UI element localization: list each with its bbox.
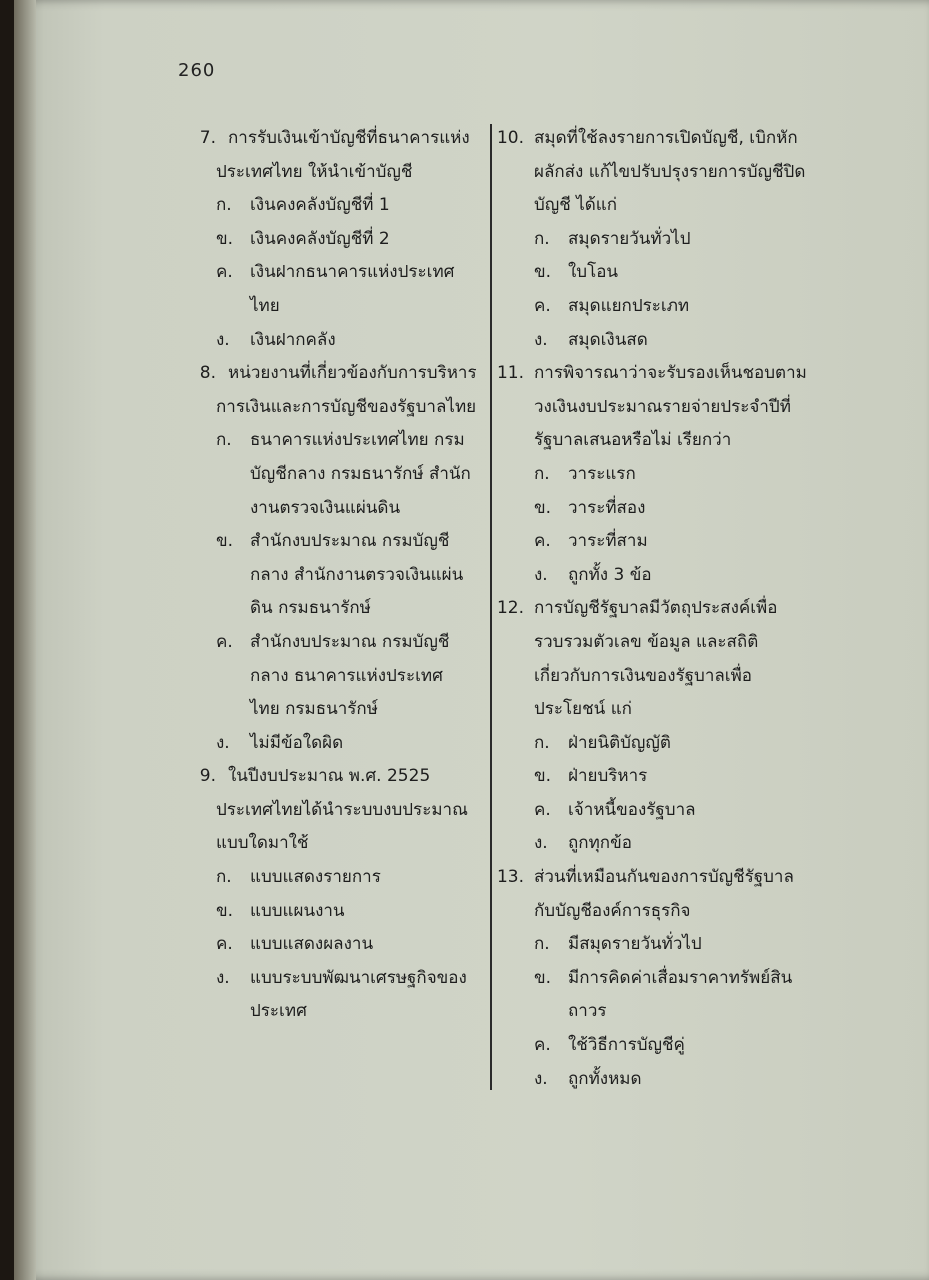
option-text: กลาง ธนาคารแห่งประเทศ: [250, 665, 443, 686]
option-text: สำนักงบประมาณ กรมบัญชี: [250, 631, 450, 652]
option-text: วาระแรก: [568, 463, 636, 484]
option-text: บัญชีกลาง กรมธนารักษ์ สำนัก: [250, 463, 471, 484]
question-10: [488, 122, 848, 357]
question-text: หน่วยงานที่เกี่ยวข้องกับการบริหาร: [228, 363, 477, 384]
answer-option: [186, 525, 486, 559]
answer-option: [488, 223, 848, 257]
option-label: ข.: [216, 228, 234, 249]
question-text: การพิจารณาว่าจะรับรองเห็นชอบตาม: [534, 363, 807, 384]
question-number: 11.: [496, 363, 524, 384]
option-label: ก.: [534, 228, 550, 249]
answer-option: [186, 256, 486, 290]
question-text: ในปีงบประมาณ พ.ศ. 2525: [228, 766, 431, 787]
option-label: ก.: [534, 934, 550, 955]
question-line: [488, 861, 848, 895]
question-12: [488, 592, 848, 861]
option-label: ง.: [216, 329, 230, 350]
option-label: ก.: [216, 195, 232, 216]
option-text: ใบโอน: [568, 262, 619, 283]
question-line: [186, 122, 486, 156]
answer-option: [488, 256, 848, 290]
answer-option: [186, 189, 486, 223]
option-label: ค.: [534, 799, 551, 820]
question-text: แบบใดมาใช้: [216, 833, 309, 854]
option-text: มีการคิดค่าเสื่อมราคาทรัพย์สิน: [568, 967, 793, 988]
option-text: แบบระบบพัฒนาเศรษฐกิจของ: [250, 967, 467, 988]
option-label: ง.: [534, 833, 548, 854]
question-text: ประเทศไทยได้นำระบบงบประมาณ: [216, 799, 468, 820]
question-number: 13.: [496, 867, 524, 888]
question-text: การบัญชีรัฐบาลมีวัตถุประสงค์เพื่อ: [534, 598, 778, 619]
option-text: สมุดรายวันทั่วไป: [568, 228, 691, 249]
answer-option: [186, 895, 486, 929]
answer-option: [488, 760, 848, 794]
option-text: แบบแสดงผลงาน: [250, 934, 374, 955]
option-text: สมุดแยกประเภท: [568, 295, 690, 316]
option-text: สมุดเงินสด: [568, 329, 648, 350]
option-text: แบบแสดงรายการ: [250, 867, 381, 888]
left-column: [186, 122, 486, 1029]
option-label: ง.: [534, 1068, 548, 1089]
question-number: 9.: [199, 766, 216, 787]
option-text: งานตรวจเงินแผ่นดิน: [250, 497, 401, 518]
option-label: ก.: [534, 463, 550, 484]
question-number: 12.: [496, 598, 524, 619]
answer-option: [488, 794, 848, 828]
answer-option: [488, 458, 848, 492]
option-label: ก.: [216, 430, 232, 451]
answer-option: [186, 324, 486, 358]
answer-option: [186, 223, 486, 257]
question-9: [186, 760, 486, 1029]
option-text: แบบแผนงาน: [250, 900, 345, 921]
option-label: ค.: [534, 531, 551, 552]
option-label: ค.: [216, 631, 233, 652]
page-number: 260: [178, 60, 216, 81]
question-line: [488, 122, 848, 156]
question-text: เกี่ยวกับการเงินของรัฐบาลเพื่อ: [534, 665, 753, 686]
option-text: วาระที่สอง: [568, 497, 646, 518]
question-number: 10.: [496, 128, 524, 148]
option-text: ถาวร: [568, 1001, 607, 1022]
question-text: ประเทศไทย ให้นำเข้าบัญชี: [216, 161, 413, 182]
answer-option: [488, 525, 848, 559]
answer-option: [186, 626, 486, 660]
question-text: ผลักส่ง แก้ไขปรับปรุงรายการบัญชีปิด: [534, 161, 806, 182]
option-text: ธนาคารแห่งประเทศไทย กรม: [250, 430, 465, 451]
question-text: สมุดที่ใช้ลงรายการเปิดบัญชี, เบิกหัก: [534, 128, 798, 148]
question-line: [186, 760, 486, 794]
question-8: [186, 357, 486, 760]
answer-option: [488, 928, 848, 962]
question-11: [488, 357, 848, 592]
answer-option: [488, 1029, 848, 1063]
question-text: ประโยชน์ แก่: [534, 699, 632, 720]
option-label: ข.: [534, 967, 552, 988]
answer-option: [488, 559, 848, 593]
question-text: รวบรวมตัวเลข ข้อมูล และสถิติ: [534, 631, 759, 652]
option-text: วาระที่สาม: [568, 531, 648, 552]
option-label: ข.: [216, 531, 234, 552]
option-text: ถูกทั้งหมด: [568, 1068, 642, 1089]
option-text: เงินฝากคลัง: [250, 329, 336, 350]
answer-option: [488, 727, 848, 761]
question-text: รัฐบาลเสนอหรือไม่ เรียกว่า: [534, 430, 732, 451]
option-label: ค.: [534, 295, 551, 316]
option-label: ข.: [534, 766, 552, 787]
answer-option: [186, 962, 486, 996]
answer-option: [186, 727, 486, 761]
question-text: กับบัญชีองค์การธุรกิจ: [534, 900, 691, 921]
question-13: [488, 861, 848, 1096]
question-line: [488, 357, 848, 391]
option-text: กลาง สำนักงานตรวจเงินแผ่น: [250, 564, 464, 585]
option-label: ก.: [534, 732, 550, 753]
question-text: วงเงินงบประมาณรายจ่ายประจำปีที่: [534, 396, 791, 417]
answer-option: [488, 324, 848, 358]
question-text: การเงินและการบัญชีของรัฐบาลไทย: [216, 396, 477, 417]
option-label: ข.: [534, 262, 552, 283]
option-label: ค.: [216, 934, 233, 955]
answer-option: [488, 1063, 848, 1097]
answer-option: [488, 492, 848, 526]
question-7: [186, 122, 486, 357]
option-text: ดิน กรมธนารักษ์: [250, 598, 371, 619]
question-number: 7.: [199, 128, 216, 148]
option-label: ง.: [216, 967, 230, 988]
option-label: ก.: [216, 867, 232, 888]
right-column: [488, 122, 848, 1096]
question-number: 8.: [199, 363, 216, 384]
question-text: ส่วนที่เหมือนกันของการบัญชีรัฐบาล: [534, 867, 794, 888]
option-text: สำนักงบประมาณ กรมบัญชี: [250, 531, 450, 552]
option-label: ง.: [534, 564, 548, 585]
question-line: [488, 592, 848, 626]
option-label: ง.: [216, 732, 230, 753]
option-text: ไม่มีข้อใดผิด: [250, 732, 344, 753]
answer-option: [488, 962, 848, 996]
option-text: เงินฝากธนาคารแห่งประเทศ: [250, 262, 455, 283]
option-label: ข.: [534, 497, 552, 518]
answer-option: [186, 928, 486, 962]
option-text: เงินคงคลังบัญชีที่ 1: [250, 195, 390, 216]
question-line: [186, 357, 486, 391]
option-text: ประเทศ: [250, 1001, 307, 1022]
option-text: ฝ่ายนิติบัญญัติ: [568, 732, 671, 753]
option-text: เงินคงคลังบัญชีที่ 2: [250, 228, 390, 249]
option-text: ถูกทั้ง 3 ข้อ: [568, 564, 652, 585]
option-label: ค.: [216, 262, 233, 283]
book-spine-shadow: [14, 0, 36, 1280]
answer-option: [488, 827, 848, 861]
option-text: ใช้วิธีการบัญชีคู่: [568, 1035, 685, 1056]
option-text: มีสมุดรายวันทั่วไป: [568, 934, 702, 955]
option-text: ไทย: [250, 295, 280, 316]
answer-option: [488, 290, 848, 324]
option-label: ง.: [534, 329, 548, 350]
question-text: การรับเงินเข้าบัญชีที่ธนาคารแห่ง: [228, 128, 470, 148]
option-text: เจ้าหนี้ของรัฐบาล: [568, 799, 696, 820]
answer-option: [186, 424, 486, 458]
answer-option: [186, 861, 486, 895]
option-label: ข.: [216, 900, 234, 921]
option-label: ค.: [534, 1035, 551, 1056]
question-text: บัญชี ได้แก่: [534, 195, 618, 216]
option-text: ถูกทุกข้อ: [568, 833, 632, 854]
option-text: ฝ่ายบริหาร: [568, 766, 648, 787]
option-text: ไทย กรมธนารักษ์: [250, 699, 378, 720]
